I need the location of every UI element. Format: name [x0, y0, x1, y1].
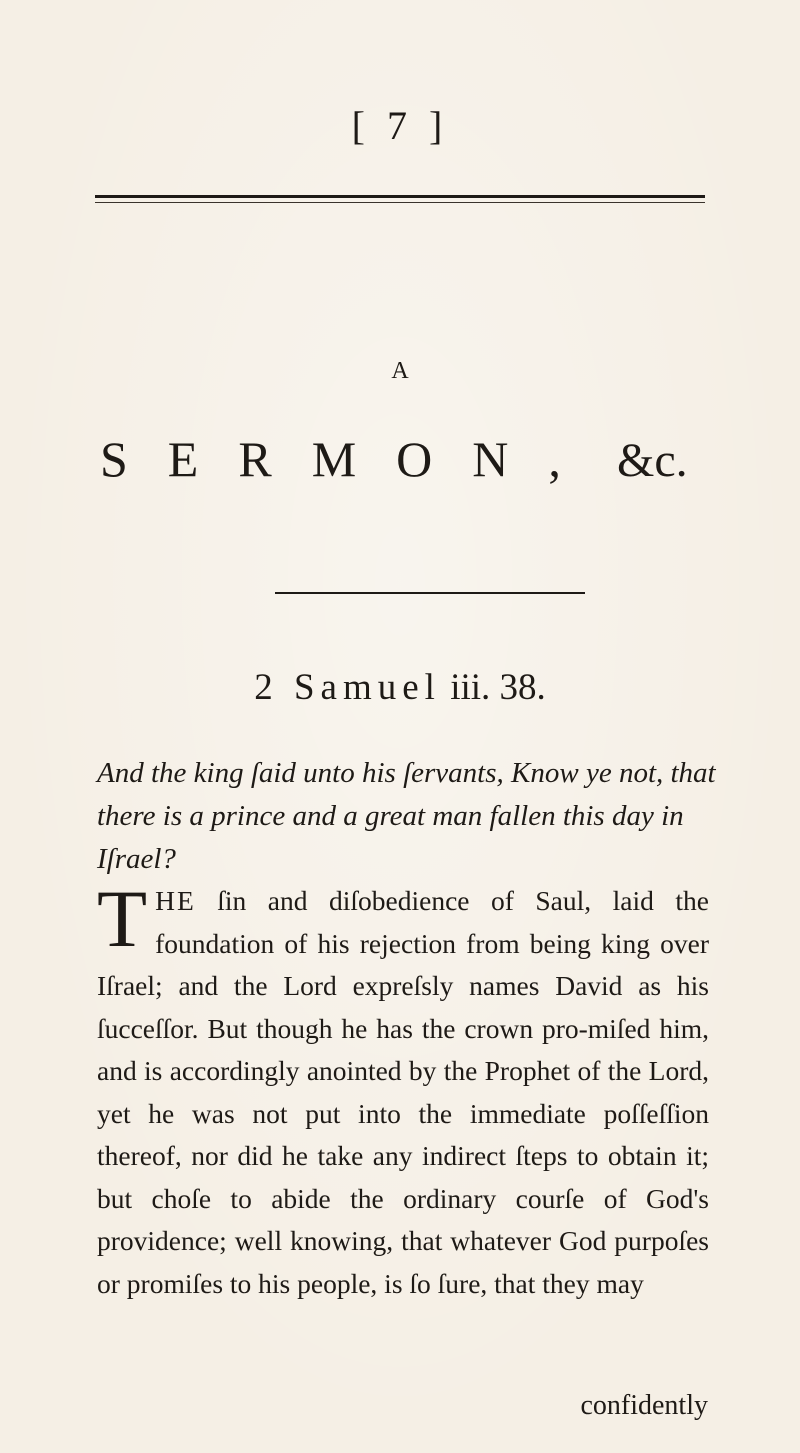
sermon-text-quote: And the king ſaid unto his ſervants, Know ye not, that there is a prince and a great man fallen this day in Iſrael? [97, 757, 716, 875]
body-paragraph [97, 873, 709, 1305]
lead-caps: HE [155, 885, 196, 916]
scripture-reference [0, 666, 800, 709]
scripture-verse: iii. 38. [450, 667, 546, 708]
top-double-rule [95, 195, 705, 198]
title-prefix: A [391, 358, 409, 384]
scripture-book: 2 Samuel [254, 667, 441, 708]
catchword: confidently [580, 1390, 708, 1421]
title-suffix: &c. [617, 434, 688, 487]
section-rule [275, 592, 585, 594]
body-text: ſin and diſobedience of Saul, laid the foundation of his rejection from being king over Iſrael; and the Lord expreſsly names David as his ſucceſſor. But though he has the crown pro-miſed him, and is accordingly anointed by the Prophet of the Lord, yet he was not put into the immediate poſſeſſion thereof, nor did he take any indirect ſteps to obtain it; but choſe to abide the ordinary courſe of God's providence; well knowing, that whatever God purpoſes or promiſes to his people, is ſo ſure, that they may [97, 885, 709, 1299]
title-main: SERMON, [100, 431, 601, 487]
page-number: [ 7 ] [351, 103, 449, 148]
drop-cap: T [97, 873, 148, 964]
